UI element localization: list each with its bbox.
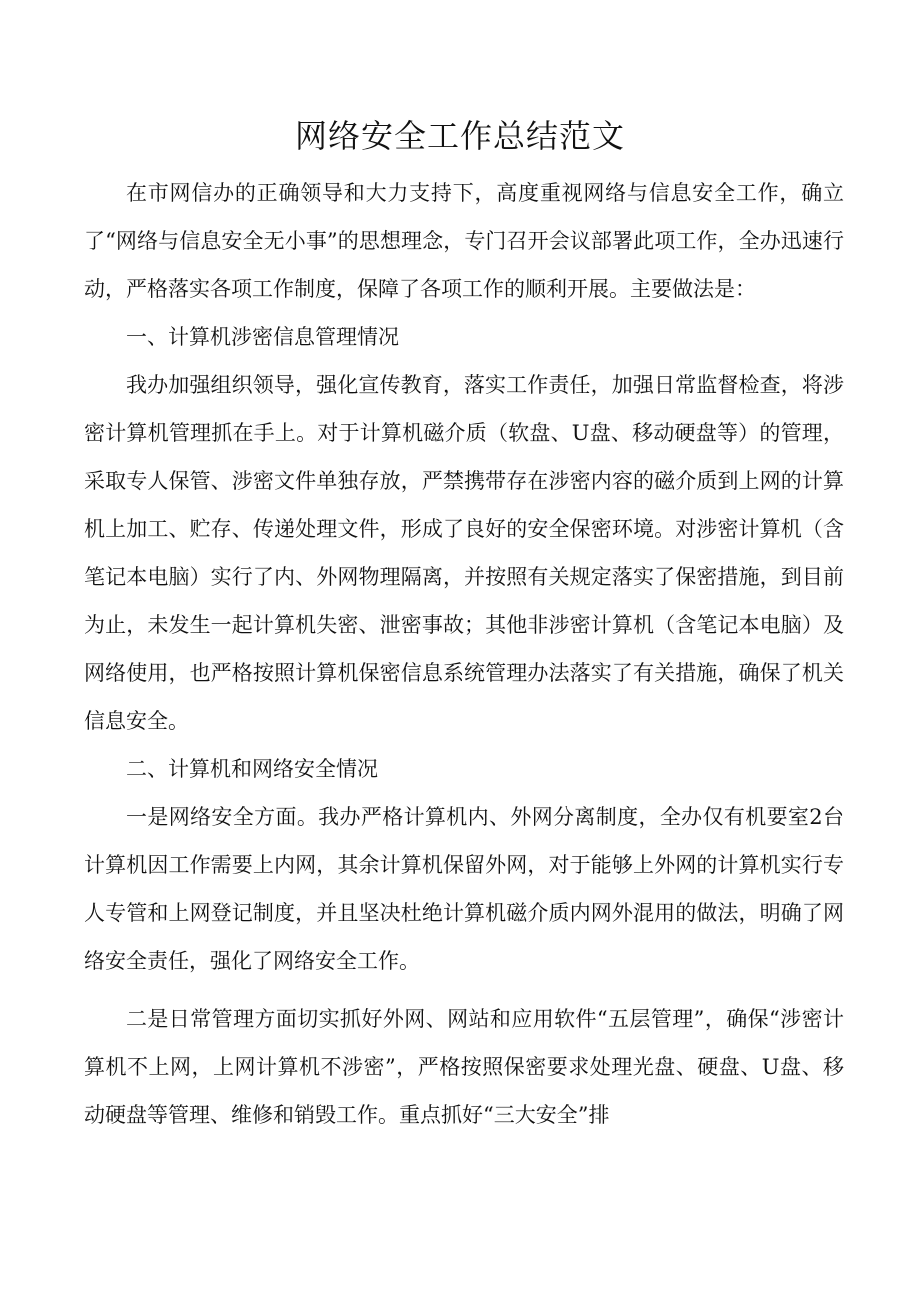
section-2-paragraph-1: 一是网络安全方面。我办严格计算机内、外网分离制度，全办仅有机要室2台计算机因工作需要上内网，其余计算机保留外网，对于能够上外网的计算机实行专人专管和上网登记制度，并且坚决杜绝计算机磁介质内网外混用的做法，明确了网络安全责任，强化了网络安全工作。 — [84, 805, 844, 973]
section-1-paragraph: 我办加强组织领导，强化宣传教育，落实工作责任，加强日常监督检查，将涉密计算机管理抓在手上。对于计算机磁介质（软盘、U盘、移动硬盘等）的管理，采取专人保管、涉密文件单独存放，严禁携带存在涉密内容的磁介质到上网的计算机上加工、贮存、传递处理文件，形成了良好的安全保密环境。对涉密计算机（含笔记本电脑）实行了内、外网物理隔离，并按照有关规定落实了保密措施，到目前为止，未发生一起计算机失密、泄密事故；其他非涉密计算机（含笔记本电脑）及网络使用，也严格按照计算机保密信息系统管理办法落实了有关措施，确保了机关信息安全。 — [84, 373, 844, 733]
section-heading-1: 一、计算机涉密信息管理情况 — [126, 325, 399, 349]
document-title: 网络安全工作总结范文 — [294, 117, 625, 155]
section-heading-2: 二、计算机和网络安全情况 — [126, 757, 378, 781]
section-2-paragraph-2: 二是日常管理方面切实抓好外网、网站和应用软件“五层管理”，确保“涉密计算机不上网，上网计算机不涉密”，严格按照保密要求处理光盘、硬盘、U盘、移动硬盘等管理、维修和销毁工作。重点抓好“三大安全”排 — [84, 1007, 844, 1127]
document-body — [84, 169, 844, 1139]
intro-paragraph: 在市网信办的正确领导和大力支持下，高度重视网络与信息安全工作，确立了“网络与信息安全无小事”的思想理念，专门召开会议部署此项工作，全办迅速行动，严格落实各项工作制度，保障了各项工作的顺利开展。主要做法是： — [84, 181, 844, 301]
